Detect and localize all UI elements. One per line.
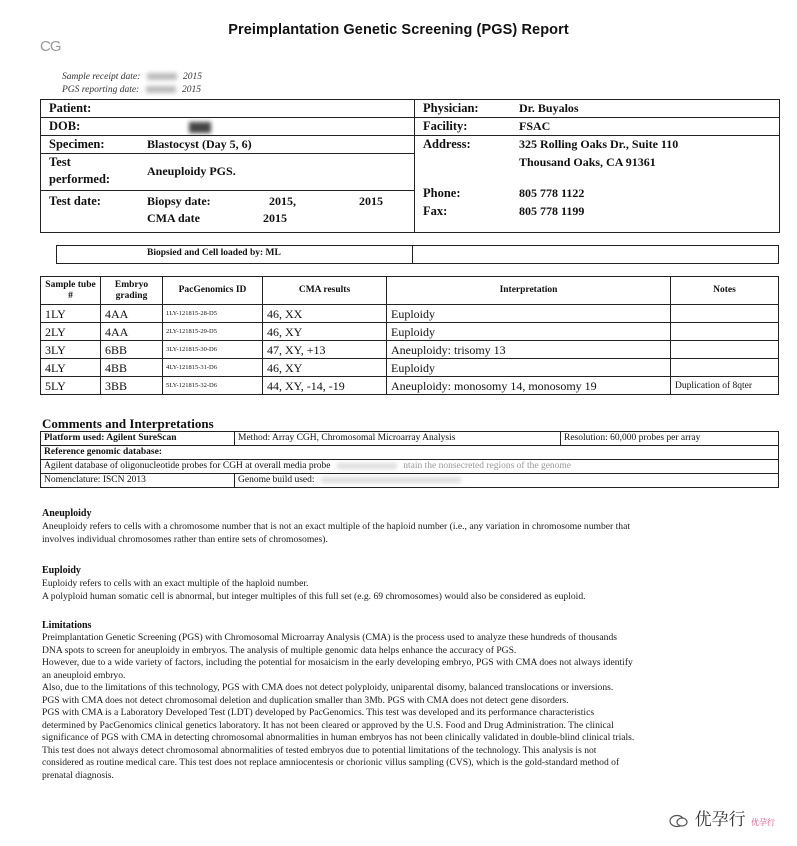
platform-used: Platform used: Agilent SureScan — [41, 432, 235, 446]
biopsy-year-1: 2015, — [269, 194, 296, 208]
watermark — [669, 805, 775, 830]
biopsied-bar — [56, 245, 779, 264]
logo-text: CG — [40, 38, 61, 55]
lab-logo — [40, 38, 61, 58]
method: Method: Array CGH, Chromosomal Microarray Analysis — [235, 432, 561, 446]
resolution: Resolution: 60,000 probes per array — [561, 432, 779, 446]
header-cma-results: CMA results — [263, 277, 387, 305]
results-table — [40, 276, 779, 395]
fax-value: 805 778 1199 — [519, 204, 585, 218]
specimen-value: Blastocyst (Day 5, 6) — [147, 137, 252, 151]
aneuploidy-text: Aneuploidy refers to cells with a chromosome number that is not an exact multiple of the haploid number (i.e., any variation in chromosome number that involves individual chromosomes rather than entire sets of chromosomes). — [42, 521, 630, 545]
cma-year: 2015 — [263, 211, 287, 225]
watermark-small: 优孕行 — [751, 818, 775, 827]
watermark-text: 优孕行 — [694, 810, 746, 830]
aneuploidy-title: Aneuploidy — [42, 508, 92, 519]
table-row: 3LY 6BB 3LY-121815-30-D6 47, XY, +13 Aneuploidy: trisomy 13 — [41, 341, 779, 359]
report-title: Preimplantation Genetic Screening (PGS) Report — [228, 22, 569, 38]
header-sample-tube: Sample tube # — [41, 277, 101, 305]
specimen-label: Specimen: — [49, 137, 105, 151]
biopsy-year-2: 2015 — [359, 194, 383, 208]
physician-value: Dr. Buyalos — [519, 101, 579, 115]
limitations-text: Preimplantation Genetic Screening (PGS) with Chromosomal Microarray Analysis (CMA) is the process used to analyze these hundreds of thousands DNA spots to screen for aneuploidy in embryos. The analysis of multiple genomic data helps enhance the accuracy of PGS. However, due to a wide variety of factors, including the potential for mosaicism in the early developing embryo, PGS with CMA does not always identify an aneuploid embryo. Also, due to the limitations of this technology, PGS with CMA does not detect polyploidy, uniparental disomy, balanced translocations or inversions. PGS with CMA does not detect chromosomal deletion and duplication smaller than 3Mb. PGS with CMA does not detect gene disorders. PGS with CMA is a Laboratory Developed Test (LDT) developed by PacGenomics. This test was developed and its performance characteristics determined by PacGenomics clinical genetics laboratory. It has not been cleared or approved by the U.S. Food and Drug Administration. The clinical significance of PGS with CMA in detecting chromosomal abnormalities in human embryos has not been clinically validated in double-blind clinical trials. This test does not always detect chromosomal abnormalities of tested embryos due to potential limitations of the technology. This analysis is not considered as routine medical care. This test does not replace amniocentesis or chorionic villus sampling (CVS), which is the gold-standard method of prenatal diagnosis. — [42, 632, 635, 781]
receipt-date: Sample receipt date: 2015 — [62, 72, 203, 82]
phone-label: Phone: — [423, 186, 461, 200]
fax-label: Fax: — [423, 204, 448, 218]
test-performed-label-2: performed: — [49, 172, 111, 186]
header-embryo-grading: Embryo grading — [101, 277, 163, 305]
comments-heading: Comments and Interpretations — [42, 416, 214, 431]
phone-value: 805 778 1122 — [519, 186, 585, 200]
table-row: 4LY 4BB 4LY-121815-31-D6 46, XY Euploidy — [41, 359, 779, 377]
genome-build: Genome build used: — [235, 474, 779, 488]
address-label: Address: — [423, 137, 471, 151]
dob-label: DOB: — [49, 119, 81, 133]
reference-text: Agilent database of oligonucleotide probes for CGH at overall media probe ntain the nonsecreted regions of the genome — [41, 460, 779, 474]
header-pacgenomics-id: PacGenomics ID — [163, 277, 263, 305]
comments-table — [40, 431, 779, 488]
reference-label: Reference genomic database: — [41, 446, 779, 460]
euploidy-title: Euploidy — [42, 565, 81, 576]
facility-value: FSAC — [519, 119, 551, 133]
reporting-date: PGS reporting date: 2015 — [62, 85, 201, 95]
address-line1: 325 Rolling Oaks Dr., Suite 110 — [519, 137, 679, 151]
biopsy-date-label: Biopsy date: — [147, 194, 211, 208]
header-interpretation: Interpretation — [387, 277, 671, 305]
redacted-dob — [189, 122, 211, 133]
limitations-title: Limitations — [42, 620, 92, 631]
euploidy-text: Euploidy refers to cells with an exact multiple of the haploid number. A polyploid human somatic cell is abnormal, but integer multiples of this full set (e.g. 69 chromosomes) would also be considered as euploid. — [42, 578, 586, 602]
table-row: 1LY 4AA 1LY-121815-28-D5 46, XX Euploidy — [41, 305, 779, 323]
table-row: 2LY 4AA 2LY-121815-29-D5 46, XY Euploidy — [41, 323, 779, 341]
biopsied-label: Biopsied and Cell loaded by: ML — [147, 248, 281, 258]
wechat-icon — [669, 813, 689, 827]
nomenclature: Nomenclature: ISCN 2013 — [41, 474, 235, 488]
address-line2: Thousand Oaks, CA 91361 — [519, 155, 656, 169]
header-notes: Notes — [671, 277, 779, 305]
patient-label: Patient: — [49, 101, 92, 115]
facility-label: Facility: — [423, 119, 468, 133]
table-row: 5LY 3BB 5LY-121815-32-D6 44, XY, -14, -19 Aneuploidy: monosomy 14, monosomy 19 Duplication of 8qter — [41, 377, 779, 395]
physician-label: Physician: — [423, 101, 479, 115]
test-performed-label-1: Test — [49, 155, 71, 169]
cma-date-label: CMA date — [147, 211, 200, 225]
patient-info-box — [40, 99, 780, 233]
test-date-label: Test date: — [49, 194, 101, 208]
test-performed-value: Aneuploidy PGS. — [147, 164, 236, 178]
